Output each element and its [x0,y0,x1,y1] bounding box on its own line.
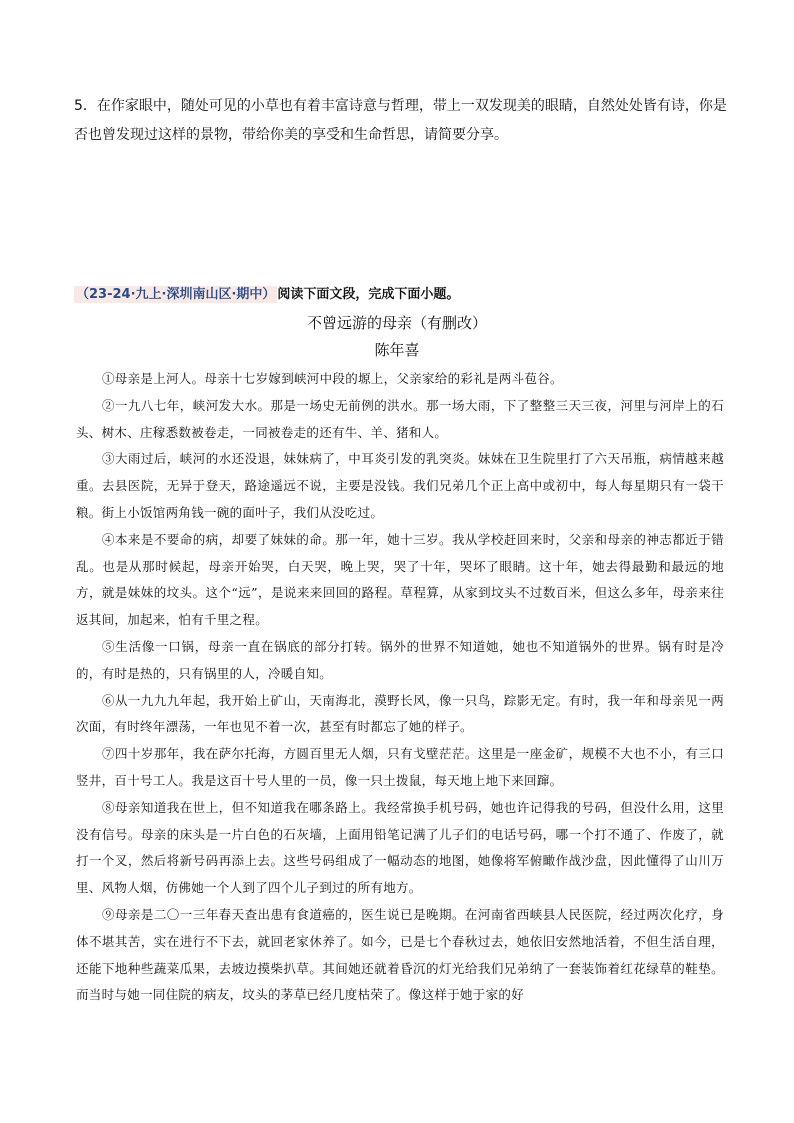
paragraph-9: ⑨母亲是二〇一三年春天查出患有食道癌的，医生说已是晚期。在河南省西峡县人民医院，经过两次化疗，身体不堪其苦，实在进行不下去，就回老家休养了。如今，已是七个春秋过去，她依旧安然地活着，不但生活自理，还能下地种些蔬菜瓜果，去坡边摸柴扒草。其间她还就着昏沉的灯光给我们兄弟纳了一套装饰着红花绿草的鞋垫。而当时与她一同住院的病友，坟头的茅草已经几度枯荣了。像这样于她于家的好 [76,906,724,1003]
reading-instruction: 阅读下面文段，完成下面小题。 [277,287,460,302]
article-title: 不曾远游的母亲（有删改） [306,314,487,332]
article-author: 陈年喜 [374,341,420,359]
paragraph-5: ⑤生活像一口锅，母亲一直在锅底的部分打转。锅外的世界不知道她，她也不知道锅外的世界。锅有时是冷的，有时是热的，只有锅里的人，冷暖自知。 [76,638,724,681]
source-tag: （23-24·九上·深圳南山区·期中） [76,287,276,302]
paragraph-3: ③大雨过后，峡河的水还没退，妹妹病了，中耳炎引发的乳突炎。妹妹在卫生院里打了六天吊瓶，病情越来越重。去县医院，无异于登天，路途遥远不说，主要是没钱。我们兄弟几个正上高中或初中，每人每星期只有一袋干粮。街上小饭馆两角钱一碗的面叶子，我们从没吃过。 [76,451,724,520]
paragraph-1: ①母亲是上河人。母亲十七岁嫁到峡河中段的塬上，父亲家给的彩礼是两斗苞谷。 [102,371,563,386]
question-5: 5．在作家眼中，随处可见的小草也有着丰富诗意与哲理，带上一双发现美的眼睛，自然处处皆有诗，你是否也曾发现过这样的景物，带给你美的享受和生命哲思，请简要分享。 [74,98,727,143]
paragraph-6: ⑥从一九九九年起，我开始上矿山，天南海北，漠野长风，像一只鸟，踪影无定。有时，我一年和母亲见一两次面，有时终年漂荡，一年也见不着一次，甚至有时都忘了她的样子。 [76,692,724,735]
paragraph-4: ④本来是不要命的病，却要了妹妹的命。那一年，她十三岁。我从学校赶回来时，父亲和母亲的神志都近于错乱。也是从那时候起，母亲开始哭，白天哭，晚上哭，哭了十年，哭坏了眼睛。这十年，她去得最勤和最远的地方，就是妹妹的坟头。这个“远”，是说来来回回的路程。草程算，从家到坟头不过数百米，但这么多年，母亲来往返其间，加起来，怕有千里之程。 [76,531,724,628]
paragraph-2: ②一九八七年，峡河发大水。那是一场史无前例的洪水。那一场大雨，下了整整三天三夜，河里与河岸上的石头、树木、庄稼悉数被卷走，一同被卷走的还有牛、羊、猪和人。 [76,397,724,440]
reading-source-line [74,286,459,304]
paragraph-7: ⑦四十岁那年，我在萨尔托海，方圆百里无人烟，只有戈壁茫茫。这里是一座金矿，规模不大也不小，有三口竖井，百十号工人。我是这百十号人里的一员，像一只土拨鼠，每天地上地下来回蹿。 [76,746,724,788]
paragraph-8: ⑧母亲知道我在世上，但不知道我在哪条路上。我经常换手机号码，她也许记得我的号码，但没什么用，这里没有信号。母亲的床头是一片白色的石灰墙，上面用铅笔记满了儿子们的电话号码，哪一个打不通了、作废了，就打一个叉，然后将新号码再添上去。这些号码组成了一幅动态的地图，她像将军俯瞰作战沙盘，因此懂得了山川万里、风物人烟，仿佛她一个人到了四个儿子到过的所有地方。 [76,799,724,896]
article-body [76,366,724,1009]
